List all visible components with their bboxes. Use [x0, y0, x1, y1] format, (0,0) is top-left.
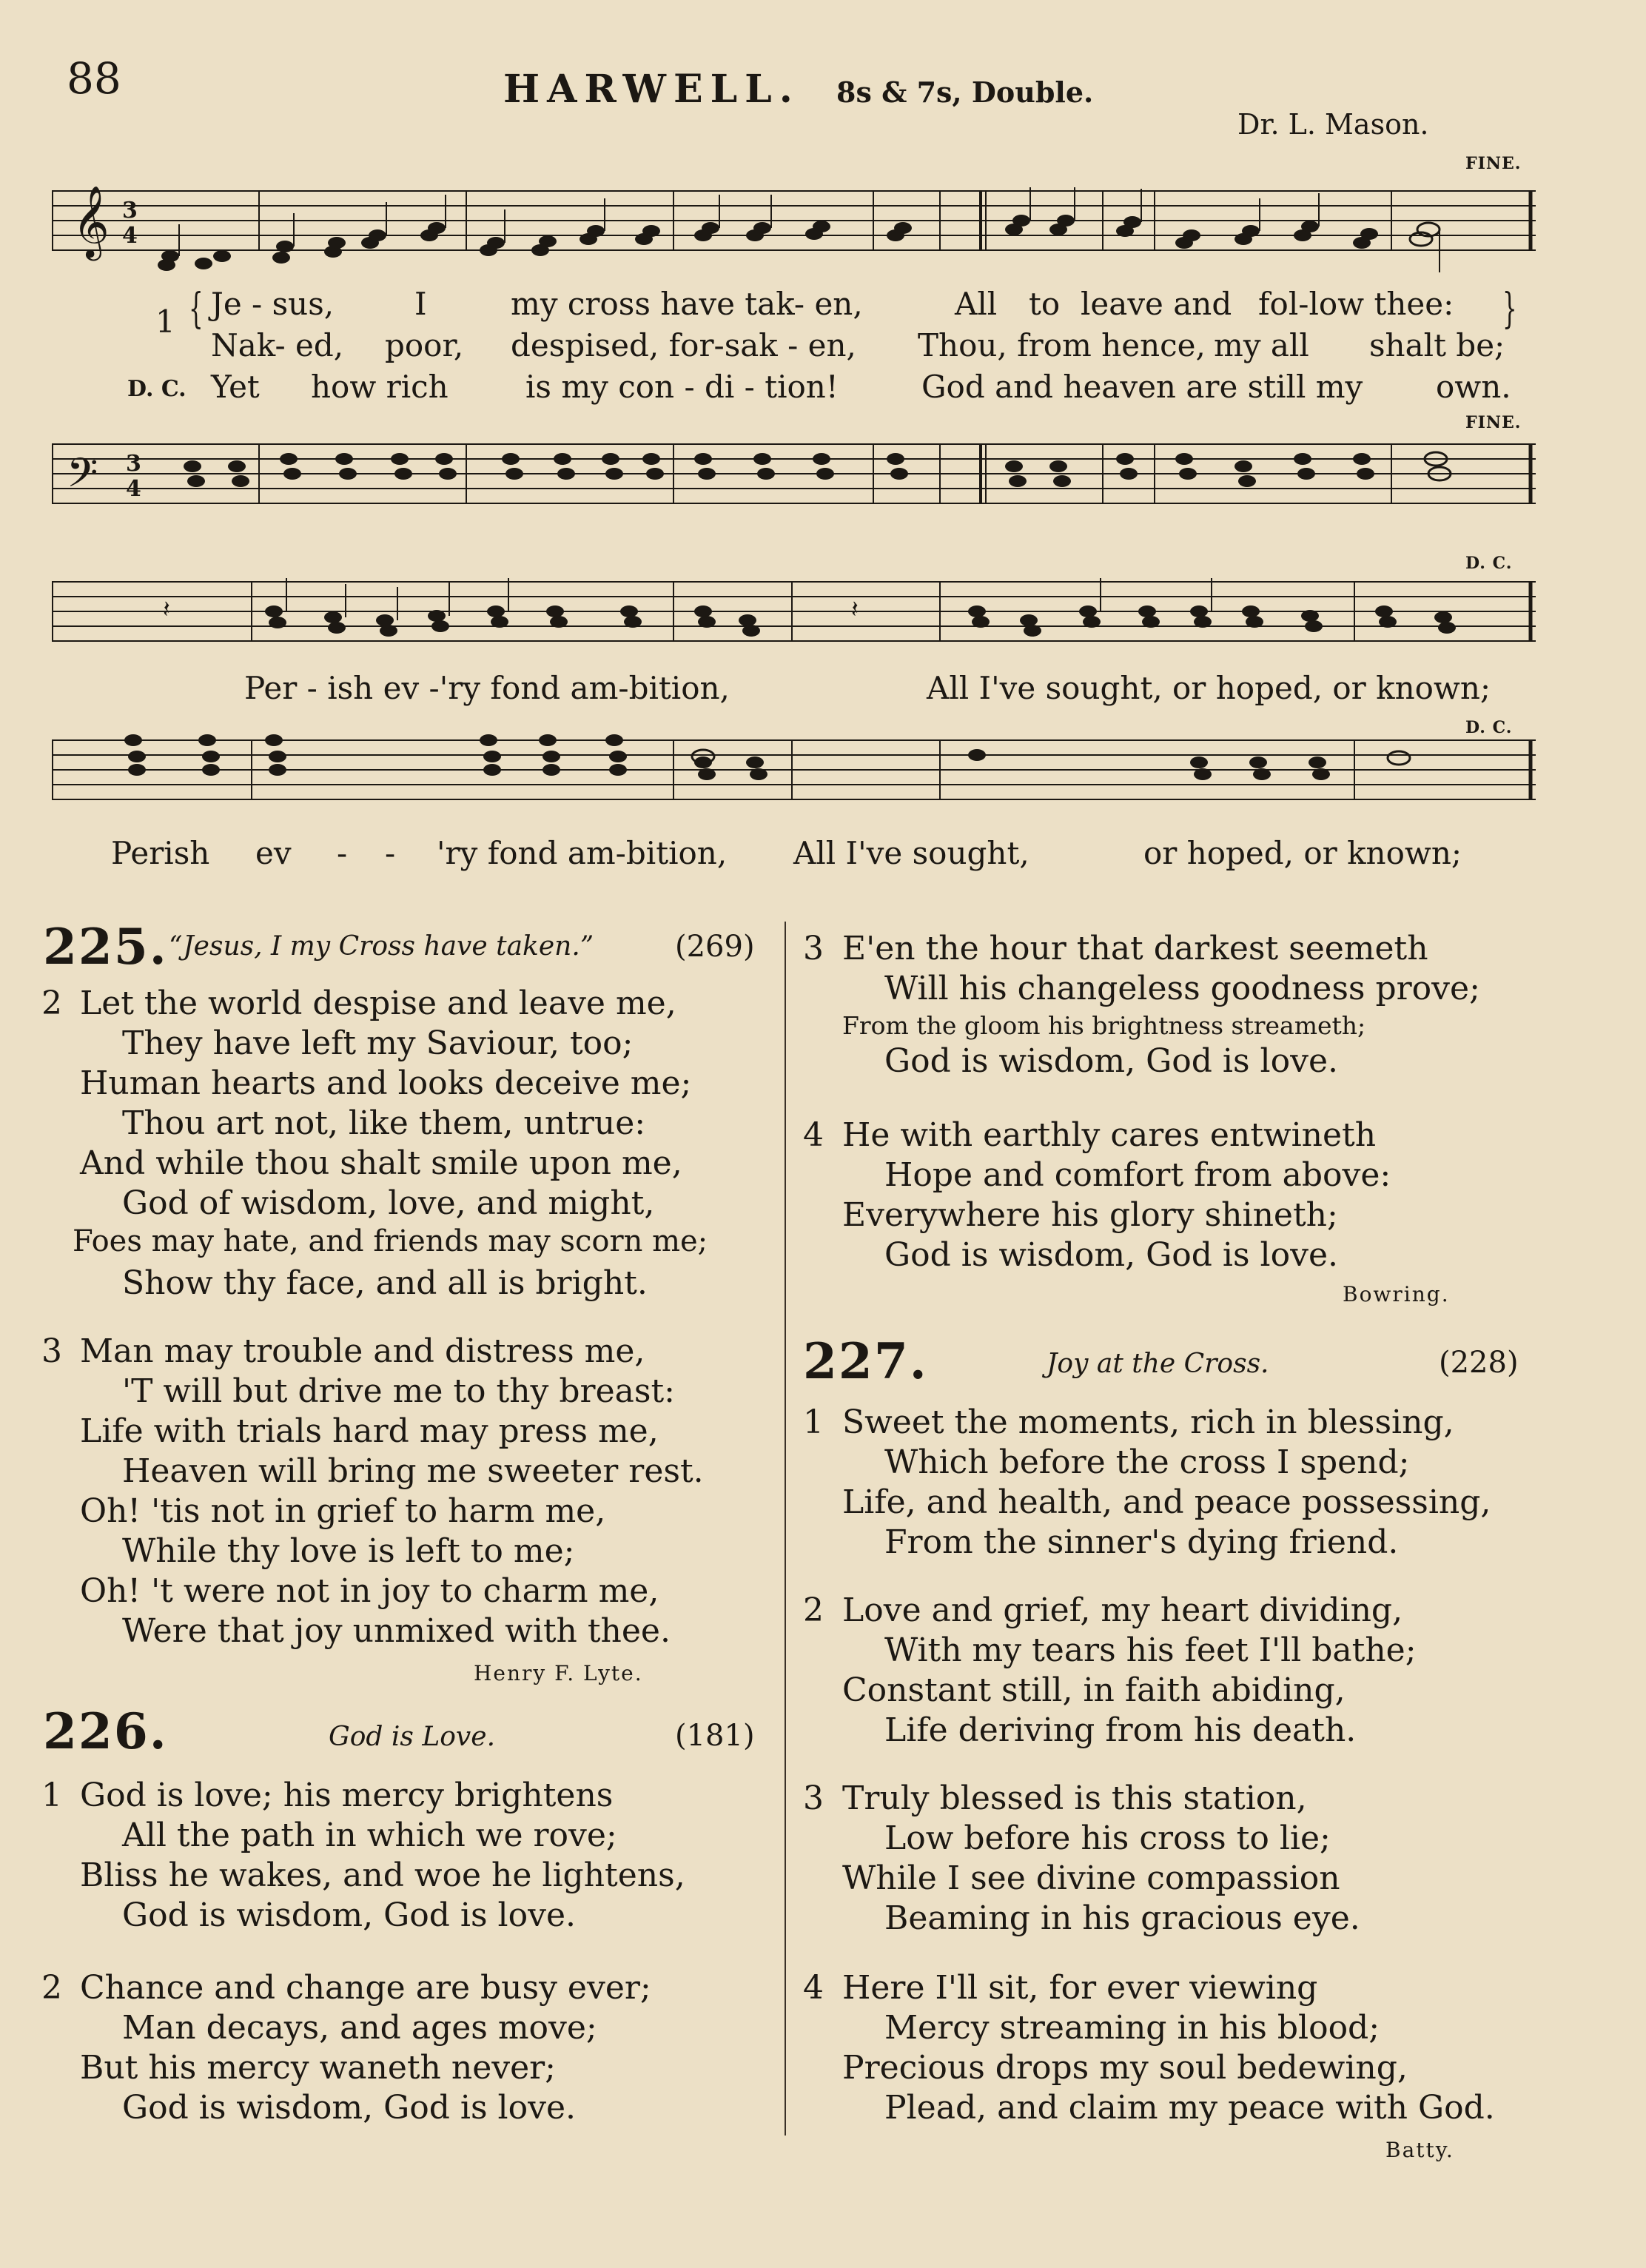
hymn-227-v1-line-3: Life, and health, and peace possessing, — [842, 1483, 1491, 1521]
hymn-226-v2-line-1: Chance and change are busy ever; — [80, 1969, 651, 2007]
hymn-226-v4-line-2: Hope and comfort from above: — [884, 1156, 1391, 1194]
lyric-2-1: Nak- ed, — [211, 327, 344, 363]
hymn-225-v2-line-4: Thou art not, like them, untrue: — [122, 1104, 646, 1142]
lyric-s3-1: Perish — [111, 835, 210, 871]
composer-name: Dr. L. Mason. — [1237, 108, 1429, 141]
svg-text:𝄽: 𝄽 — [163, 595, 170, 623]
hymn-227-v1-line-4: From the sinner's dying friend. — [884, 1523, 1399, 1561]
hymn-225-author: Henry F. Lyte. — [474, 1661, 643, 1685]
fine-marker-top: FINE. — [1465, 154, 1522, 173]
hymn-225-ref: (269) — [675, 930, 755, 964]
hymn-225-v3-line-1: Man may trouble and distress me, — [80, 1332, 645, 1370]
hymn-226-v4-line-1: He with earthly cares entwineth — [842, 1116, 1377, 1154]
hymn-226-v3-line-2: Will his changeless goodness prove; — [884, 970, 1480, 1007]
lyric-3-2: how rich — [311, 369, 449, 405]
hymn-227-v1-line-1: Sweet the moments, rich in blessing, — [842, 1403, 1454, 1441]
svg-text:3: 3 — [126, 451, 141, 477]
hymn-227-title: Joy at the Cross. — [1047, 1349, 1269, 1379]
hymn-225-v3-line-2: 'T will but drive me to thy breast: — [122, 1372, 675, 1410]
hymn-227-v4-line-1: Here I'll sit, for ever viewing — [842, 1969, 1318, 2007]
verse-number: 2 — [41, 1969, 62, 2007]
hymn-225-v3-line-3: Life with trials hard may press me, — [80, 1412, 659, 1450]
lyric-3-1: Yet — [211, 369, 260, 405]
hymn-226-v1-line-1: God is love; his mercy brightens — [80, 1777, 614, 1814]
lyric-1-5: to — [1029, 286, 1061, 322]
lyric-s3-3: - — [337, 835, 348, 871]
hymn-226-v1-line-4: God is wisdom, God is love. — [122, 1896, 576, 1934]
system1-bass-staff — [52, 415, 1539, 526]
svg-text:𝄢: 𝄢 — [67, 449, 98, 506]
hymn-226-ref: (181) — [675, 1719, 755, 1753]
hymn-226-v2-line-4: God is wisdom, God is love. — [122, 2089, 576, 2127]
verse-number: 4 — [803, 1116, 824, 1154]
system2-treble-staff — [52, 567, 1539, 671]
lyric-2-4: Thou, from hence, — [918, 327, 1206, 363]
verse-number: 4 — [803, 1969, 824, 2007]
dc-marker-treble: D. C. — [1465, 554, 1513, 573]
verse-number: 1 — [41, 1777, 62, 1814]
hymn-226-v4-line-3: Everywhere his glory shineth; — [842, 1196, 1338, 1234]
lyric-1-2: I — [414, 286, 427, 322]
tune-name: HARWELL. — [503, 67, 800, 112]
hymn-225-v3-line-8: Were that joy unmixed with thee. — [122, 1612, 671, 1650]
svg-text:𝄞: 𝄞 — [73, 185, 110, 258]
lyric-1-3: my cross have tak- en, — [511, 286, 863, 322]
hymn-227-number: 227. — [803, 1332, 928, 1390]
hymn-226-v2-line-3: But his mercy waneth never; — [80, 2049, 557, 2087]
lyric-2-5: my all — [1214, 327, 1309, 363]
svg-text:4: 4 — [126, 476, 141, 502]
hymn-225-v3-line-6: While thy love is left to me; — [122, 1532, 575, 1570]
hymn-226-v2-line-2: Man decays, and ages move; — [122, 2009, 597, 2047]
verse-number: 2 — [803, 1591, 824, 1629]
lyric-s3-7: or hoped, or known; — [1143, 835, 1462, 871]
lyric-1-1: Je - sus, — [211, 286, 335, 322]
lyric-brace-right: } — [1502, 285, 1517, 333]
hymn-227-v3-line-2: Low before his cross to lie; — [884, 1819, 1331, 1857]
lyric-s2-2: All I've sought, or hoped, or known; — [927, 670, 1491, 706]
hymn-227-v3-line-1: Truly blessed is this station, — [842, 1779, 1307, 1817]
hymn-225-v2-line-5: And while thou shalt smile upon me, — [80, 1144, 682, 1182]
lyric-s2-1: Per - ish ev -'ry fond am-bition, — [244, 670, 730, 706]
lyric-1-7: fol-low thee: — [1258, 286, 1454, 322]
hymn-225-v2-line-8: Show thy face, and all is bright. — [122, 1264, 648, 1302]
lyric-brace-left: { — [189, 285, 204, 333]
hymn-227-author: Batty. — [1385, 2138, 1454, 2162]
lyric-2-2: poor, — [385, 327, 464, 363]
hymn-227-v4-line-3: Precious drops my soul bedewing, — [842, 2049, 1408, 2087]
hymn-227-ref: (228) — [1439, 1346, 1519, 1380]
verse-number: 3 — [803, 1779, 824, 1817]
hymn-226-v1-line-3: Bliss he wakes, and woe he lightens, — [80, 1856, 685, 1894]
svg-text:4: 4 — [122, 223, 138, 249]
hymn-225-title: “Jesus, I my Cross have taken.” — [169, 931, 594, 962]
hymn-227-v4-line-4: Plead, and claim my peace with God. — [884, 2089, 1495, 2127]
hymn-225-number: 225. — [43, 918, 168, 976]
lyric-1-6: leave and — [1081, 286, 1232, 322]
hymn-227-v2-line-4: Life deriving from his death. — [884, 1711, 1357, 1749]
lyric-2-6: shalt be; — [1369, 327, 1505, 363]
lyric-s3-4: - — [385, 835, 396, 871]
hymn-226-v4-line-4: God is wisdom, God is love. — [884, 1236, 1338, 1274]
hymn-226-v3-line-1: E'en the hour that darkest seemeth — [842, 930, 1428, 967]
hymn-227-v3-line-4: Beaming in his gracious eye. — [884, 1899, 1360, 1937]
hymn-225-v3-line-5: Oh! 'tis not in grief to harm me, — [80, 1492, 606, 1530]
lyric-dc-label: D. C. — [127, 376, 187, 402]
lyric-2-3: despised, for-sak - en, — [511, 327, 856, 363]
hymn-225-v3-line-4: Heaven will bring me sweeter rest. — [122, 1452, 704, 1490]
fine-marker-bass: FINE. — [1465, 413, 1522, 432]
lyric-s3-5: 'ry fond am-bition, — [437, 835, 728, 871]
lyric-1-4: All — [955, 286, 998, 322]
hymn-227-v4-line-2: Mercy streaming in his blood; — [884, 2009, 1380, 2047]
tune-meter: 8s & 7s, Double. — [836, 76, 1094, 109]
verse-number: 2 — [41, 984, 62, 1022]
system2-bass-staff — [52, 725, 1539, 822]
hymn-227-v2-line-3: Constant still, in faith abiding, — [842, 1671, 1346, 1709]
hymn-225-v3-line-7: Oh! 't were not in joy to charm me, — [80, 1572, 659, 1610]
hymn-226-author: Bowring. — [1343, 1282, 1450, 1306]
lyric-s3-6: All I've sought, — [793, 835, 1029, 871]
lyric-3-5: own. — [1436, 369, 1511, 405]
lyric-3-3: is my con - di - tion! — [525, 369, 839, 405]
hymn-225-v2-line-3: Human hearts and looks deceive me; — [80, 1064, 692, 1102]
verse-number: 1 — [803, 1403, 824, 1441]
system1-treble-staff — [52, 169, 1539, 287]
lyric-3-4: God and heaven are still my — [921, 369, 1363, 405]
hymn-226-v3-line-3: From the gloom his brightness streameth; — [842, 1011, 1366, 1040]
hymn-225-v2-line-7: Foes may hate, and friends may scorn me; — [73, 1224, 708, 1258]
hymn-225-v2-line-2: They have left my Saviour, too; — [122, 1024, 634, 1062]
hymn-226-v3-line-4: God is wisdom, God is love. — [884, 1042, 1338, 1080]
hymn-226-title: God is Love. — [329, 1722, 496, 1752]
hymn-227-v1-line-2: Which before the cross I spend; — [884, 1443, 1410, 1481]
lyric-verse-number: 1 — [155, 303, 175, 340]
column-divider — [785, 922, 786, 2136]
hymn-226-v1-line-2: All the path in which we rove; — [122, 1816, 617, 1854]
verse-number: 3 — [803, 930, 824, 967]
svg-text:3: 3 — [122, 198, 138, 224]
hymn-226-number: 226. — [43, 1702, 168, 1760]
verse-number: 3 — [41, 1332, 62, 1370]
svg-text:𝄽: 𝄽 — [851, 595, 859, 623]
dc-marker-bass: D. C. — [1465, 718, 1513, 737]
lyric-s3-2: ev — [255, 835, 292, 871]
hymn-227-v2-line-2: With my tears his feet I'll bathe; — [884, 1631, 1417, 1669]
hymn-225-v2-line-6: God of wisdom, love, and might, — [122, 1184, 655, 1222]
hymn-227-v3-line-3: While I see divine compassion — [842, 1859, 1340, 1897]
hymn-225-v2-line-1: Let the world despise and leave me, — [80, 984, 676, 1022]
hymn-227-v2-line-1: Love and grief, my heart dividing, — [842, 1591, 1403, 1629]
page-number: 88 — [67, 53, 121, 104]
